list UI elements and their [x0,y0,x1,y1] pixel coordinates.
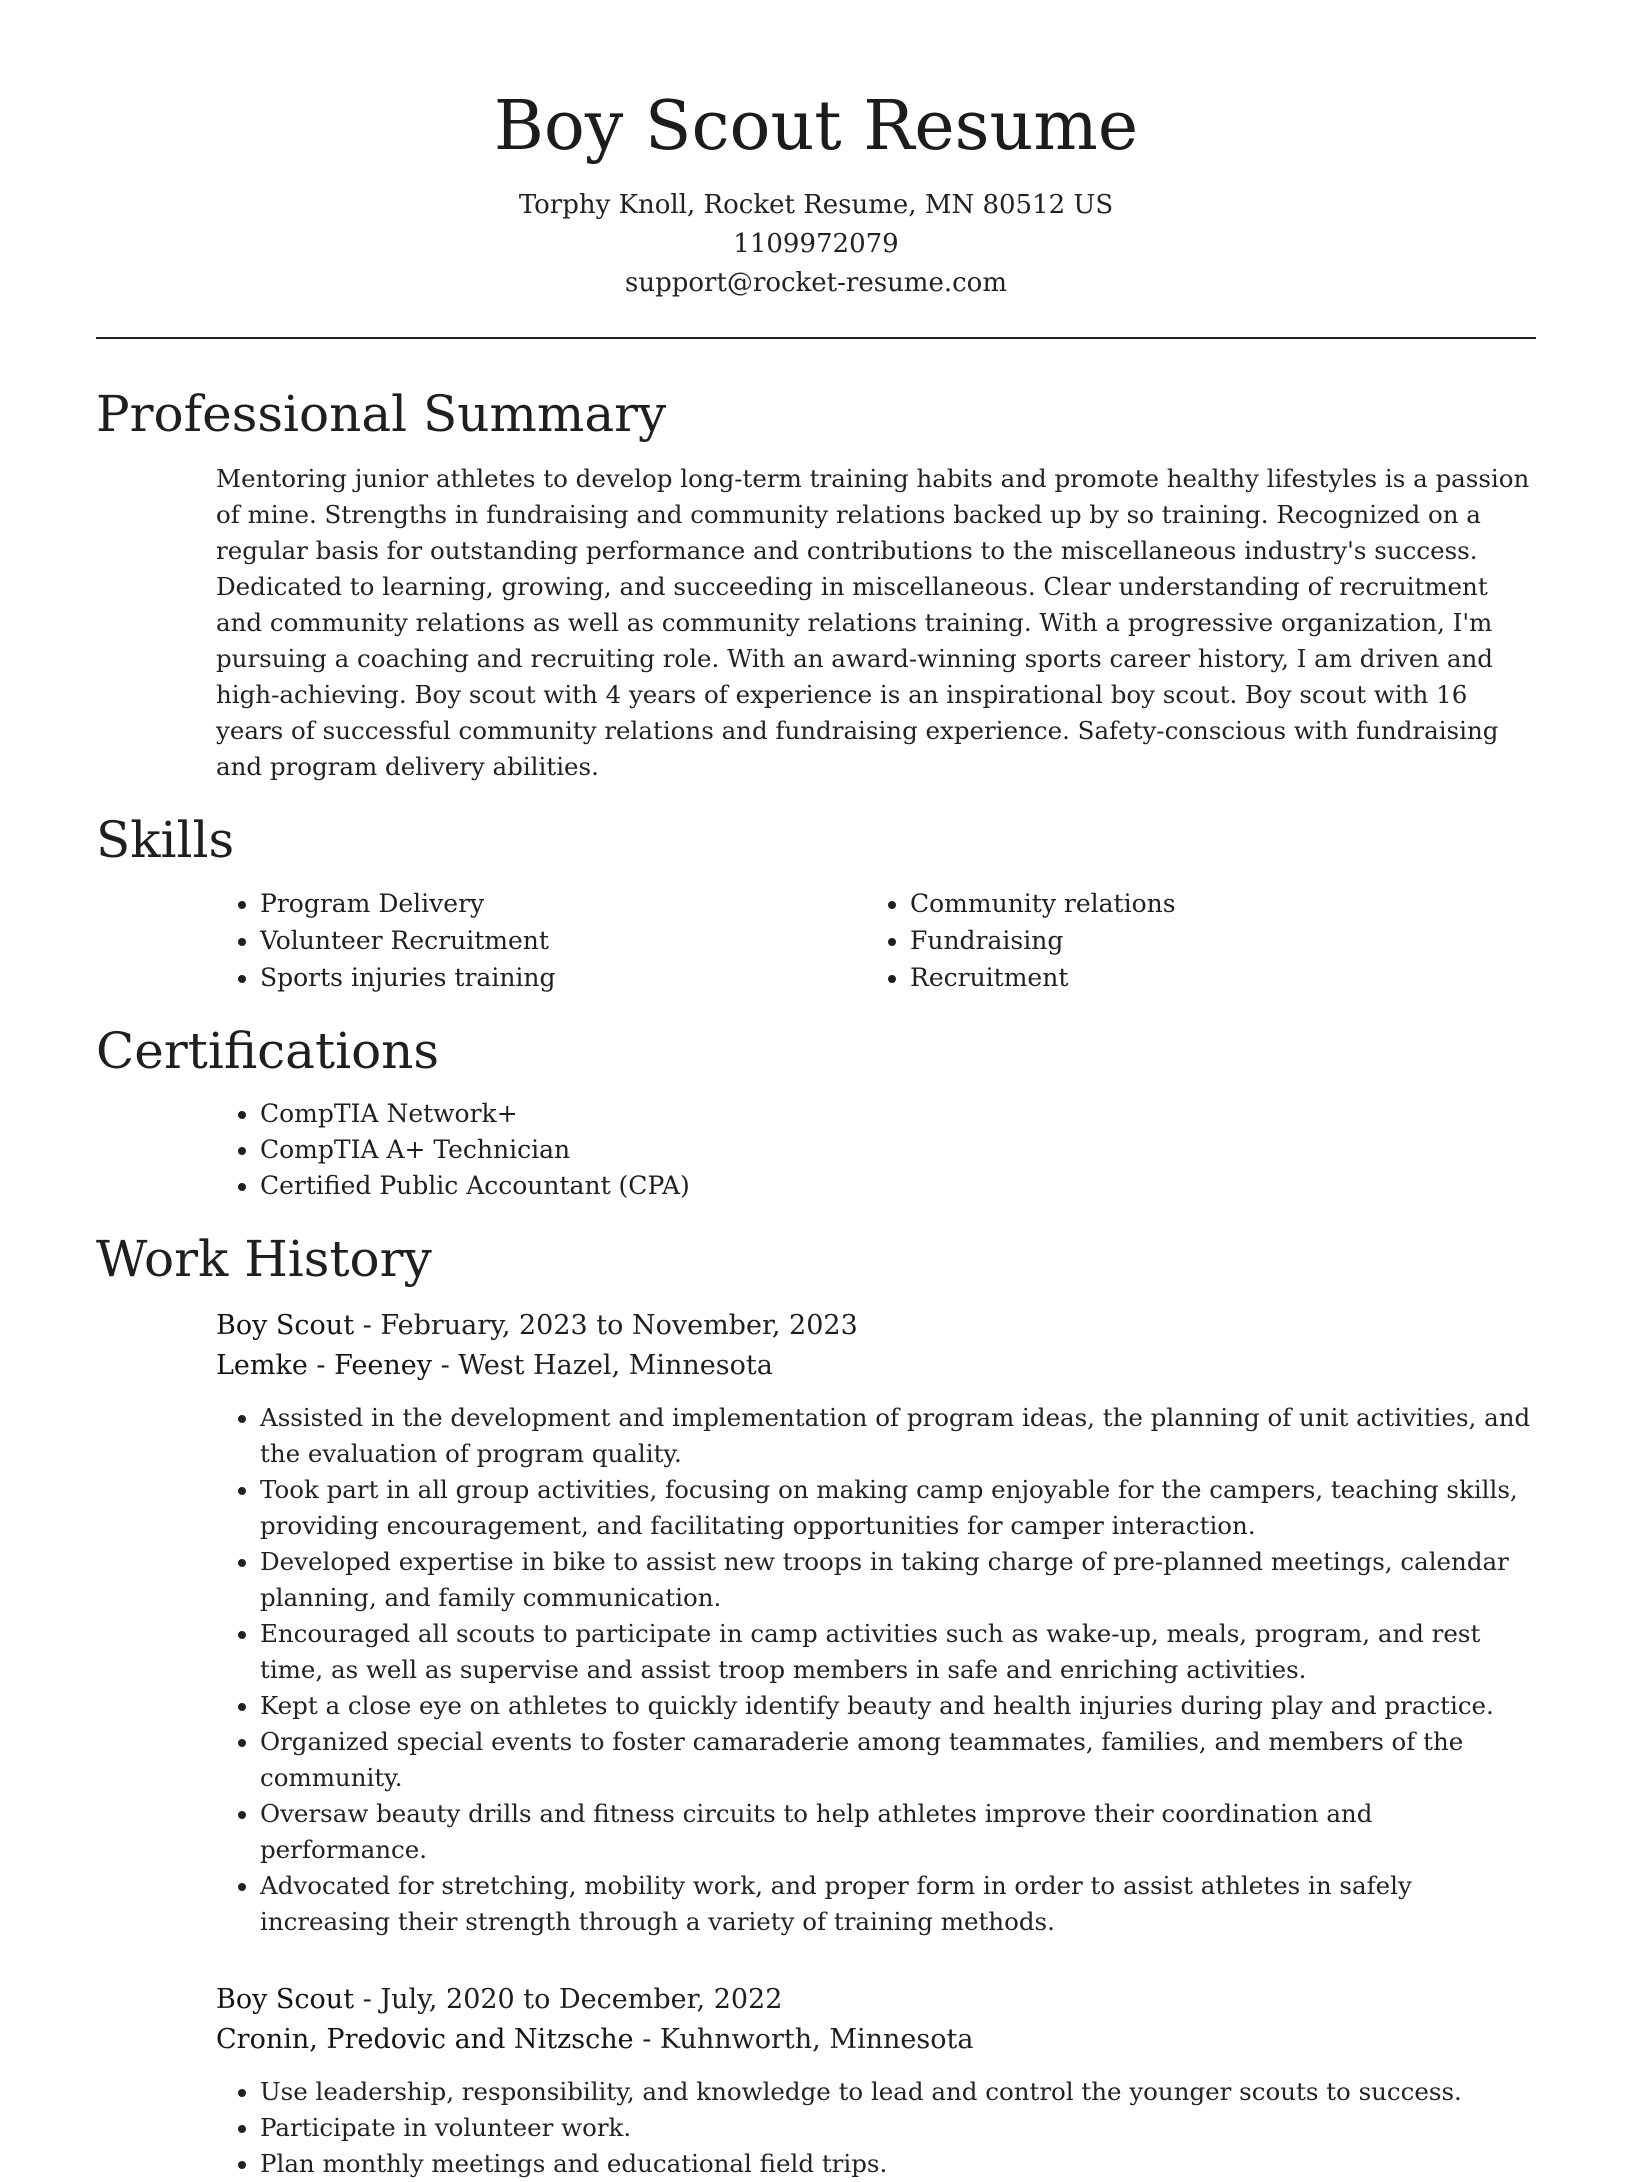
job-bullet: • Use leadership, responsibility, and knowledge to lead and control the younger scouts to success. [260,2074,1536,2110]
job-title: Boy Scout [216,1984,355,2015]
job-bullet: • Organized special events to foster camaraderie among teammates, families, and members of the community. [260,1724,1536,1796]
job-company-line [216,2020,1536,2060]
resume-title: Boy Scout Resume [493,87,1139,166]
job-dates: - February, 2023 to November, 2023 [354,1310,858,1341]
job-company: Cronin, Predovic and Nitzsche [216,2024,634,2055]
job-entry [216,1306,1536,1940]
skills-list [216,885,1536,996]
skill-item: • Volunteer Recruitment [260,922,866,959]
job-bullet: • Advocated for stretching, mobility work, and proper form in order to assist athletes in safely increasing their strength through a variety of training methods. [260,1868,1536,1940]
job-location: - Kuhnworth, Minnesota [633,2024,974,2055]
skill-item: • Fundraising [910,922,1176,959]
certification-item: • CompTIA A+ Technician [260,1132,1536,1168]
job-title-line [216,1306,1536,1346]
job-bullet: • Developed expertise in bike to assist new troops in taking charge of pre-planned meetings, calendar planning, and family communication. [260,1544,1536,1616]
summary-text: Mentoring junior athletes to develop long-term training habits and promote healthy lifestyles is a passion of mine. Strengths in fundraising and community relations backed up by so training. Recognized on a regular basis for outstanding performance and contributions to the miscellaneous industry's success. Dedicated to learning, growing, and succeeding in miscellaneous. Clear understanding of recruitment and community relations as well as community relations training. With a progressive organization, I'm pursuing a coaching and recruiting role. With an award-winning sports career history, I am driven and high-achieving. Boy scout with 4 years of experience is an inspirational boy scout. Boy scout with 16 years of successful community relations and fundraising experience. Safety-conscious with fundraising and program delivery abilities. [216,464,1530,781]
job-dates: - July, 2020 to December, 2022 [354,1984,783,2015]
contact-info [96,186,1536,303]
job-bullet: • Kept a close eye on athletes to quickly identify beauty and health injuries during play and practice. [260,1688,1536,1724]
contact-phone: 1109972079 [733,229,899,259]
job-title: Boy Scout [216,1310,355,1341]
resume-header [96,0,1536,303]
job-bullet: • Encouraged all scouts to participate in camp activities such as wake-up, meals, program, and rest time, as well as supervise and assist troop members in safe and enriching activities. [260,1616,1536,1688]
skills-heading: Skills [96,811,235,869]
job-bullet: • Took part in all group activities, focusing on making camp enjoyable for the campers, teaching skills, providing encouragement, and facilitating opportunities for camper interaction. [260,1472,1536,1544]
contact-address: Torphy Knoll, Rocket Resume, MN 80512 US [518,190,1114,220]
job-location: - West Hazel, Minnesota [431,1350,773,1381]
skill-item: • Sports injuries training [260,959,866,996]
certifications-heading: Certifications [96,1022,440,1080]
job-bullets [216,1400,1536,1940]
certification-item: • CompTIA Network+ [260,1096,1536,1132]
job-bullets [216,2074,1536,2182]
certifications-section [216,1096,1536,1204]
skills-column-left [216,885,866,996]
job-bullet: • Plan monthly meetings and educational field trips. [260,2146,1536,2182]
job-title-line [216,1980,1536,2020]
certifications-list [216,1096,1536,1204]
job-bullet: • Oversaw beauty drills and fitness circuits to help athletes improve their coordination and performance. [260,1796,1536,1868]
contact-email[interactable]: support@rocket-resume.com [624,268,1007,298]
job-entry [216,1980,1536,2182]
skills-column-right [866,885,1176,996]
header-divider [96,337,1536,339]
skill-item: • Community relations [910,885,1176,922]
certification-item: • Certified Public Accountant (CPA) [260,1168,1536,1204]
job-company-line [216,1346,1536,1386]
skill-item: • Program Delivery [260,885,866,922]
summary-heading: Professional Summary [96,385,667,443]
skill-item: • Recruitment [910,959,1176,996]
job-bullet: • Assisted in the development and implementation of program ideas, the planning of unit activities, and the evaluation of program quality. [260,1400,1536,1472]
job-company: Lemke - Feeney [216,1350,432,1381]
work-history-heading: Work History [96,1230,432,1288]
job-bullet: • Participate in volunteer work. [260,2110,1536,2146]
